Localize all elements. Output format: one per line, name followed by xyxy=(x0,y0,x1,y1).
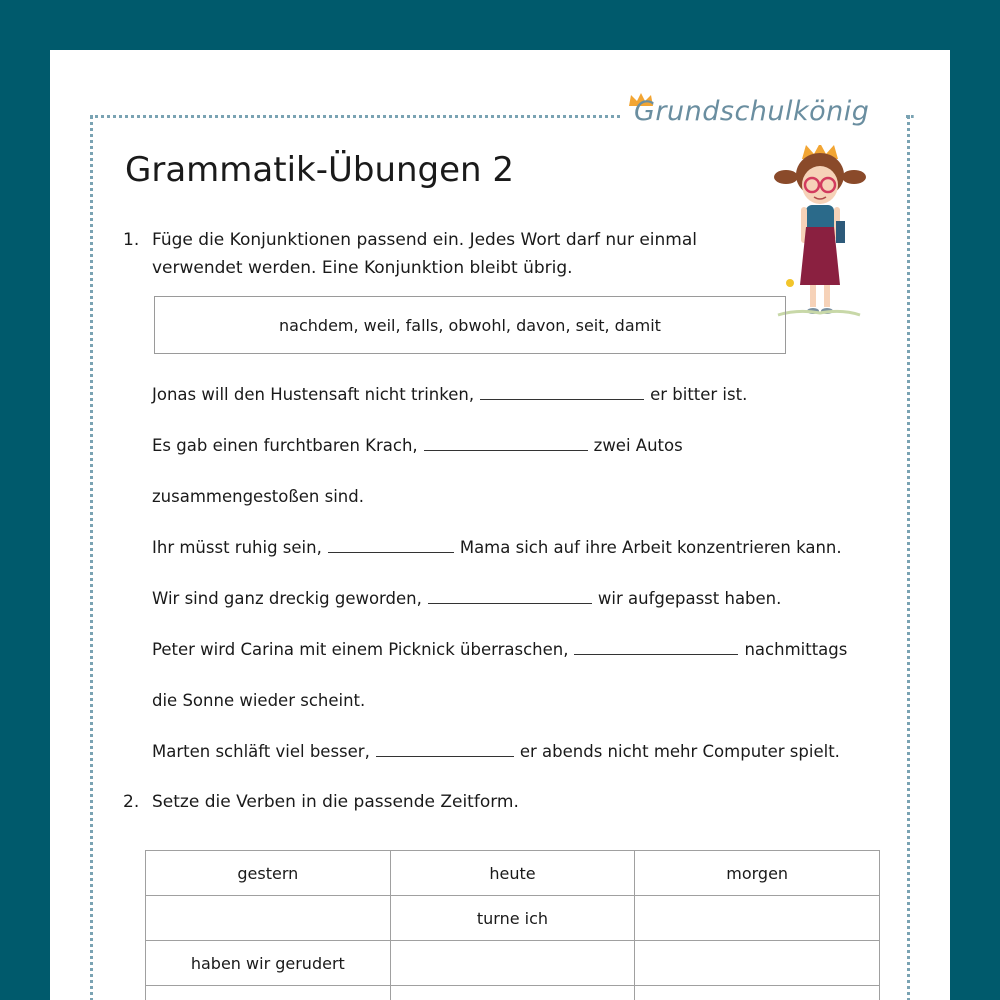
sentence-text: zusammengestoßen sind. xyxy=(152,487,364,506)
sentence-text: nachmittags xyxy=(744,640,848,659)
sentence-2-continued xyxy=(152,487,364,506)
sentence-text: er abends nicht mehr Computer spielt. xyxy=(519,742,840,761)
sentence-text: Jonas will den Hustensaft nicht trinken, xyxy=(152,385,475,404)
answer-blank[interactable] xyxy=(424,449,588,451)
sentence-text: Peter wird Carina mit einem Picknick überraschen, xyxy=(152,640,569,659)
header-gestern: gestern xyxy=(146,851,391,896)
answer-blank[interactable] xyxy=(574,653,738,655)
answer-blank[interactable] xyxy=(480,398,644,400)
verb-table xyxy=(145,850,880,1000)
table-cell[interactable] xyxy=(146,896,391,941)
page-title: Grammatik-Übungen 2 xyxy=(125,150,515,190)
table-cell: turne ich xyxy=(390,896,635,941)
header-heute: heute xyxy=(390,851,635,896)
task1-instruction-line2: verwendet werden. Eine Konjunktion bleibt übrig. xyxy=(152,258,573,278)
task2-instruction: Setze die Verben in die passende Zeitform. xyxy=(152,792,519,812)
sentence-text: Ihr müsst ruhig sein, xyxy=(152,538,322,557)
sentence-text: Wir sind ganz dreckig geworden, xyxy=(152,589,422,608)
sentence-text: Mama sich auf ihre Arbeit konzentrieren kann. xyxy=(459,538,842,557)
sentence-2 xyxy=(152,436,683,455)
table-row xyxy=(146,986,880,1000)
sentence-6 xyxy=(152,742,840,761)
table-cell[interactable] xyxy=(390,986,635,1000)
task1-number: 1. xyxy=(123,230,140,250)
answer-blank[interactable] xyxy=(428,602,592,604)
table-row xyxy=(146,896,880,941)
table-cell[interactable] xyxy=(635,896,880,941)
sentence-text: die Sonne wieder scheint. xyxy=(152,691,366,710)
sentence-text: er bitter ist. xyxy=(650,385,748,404)
brand-logo xyxy=(628,92,918,132)
table-cell[interactable] xyxy=(635,941,880,986)
task1-instruction-line1: Füge die Konjunktionen passend ein. Jedes Wort darf nur einmal xyxy=(152,230,698,250)
worksheet xyxy=(50,50,950,1000)
sentence-text: zwei Autos xyxy=(593,436,683,455)
answer-blank[interactable] xyxy=(376,755,514,757)
table-cell: haben wir gerudert xyxy=(146,941,391,986)
header-morgen: morgen xyxy=(635,851,880,896)
sentence-1 xyxy=(152,385,747,404)
sentence-text: Marten schläft viel besser, xyxy=(152,742,370,761)
logo-text: Grundschulkönig xyxy=(634,96,870,127)
word-box: nachdem, weil, falls, obwohl, davon, seit, damit xyxy=(154,296,786,354)
task2-number: 2. xyxy=(123,792,140,812)
sentence-5-continued xyxy=(152,691,365,710)
sentence-text: Es gab einen furchtbaren Krach, xyxy=(152,436,418,455)
sentence-3 xyxy=(152,538,842,557)
table-header-row xyxy=(146,851,880,896)
table-cell[interactable] xyxy=(635,986,880,1000)
sentence-4 xyxy=(152,589,781,608)
sentence-text: wir aufgepasst haben. xyxy=(597,589,782,608)
table-cell[interactable] xyxy=(146,986,391,1000)
table-row xyxy=(146,941,880,986)
answer-blank[interactable] xyxy=(328,551,454,553)
table-cell[interactable] xyxy=(390,941,635,986)
sentence-5 xyxy=(152,640,847,659)
